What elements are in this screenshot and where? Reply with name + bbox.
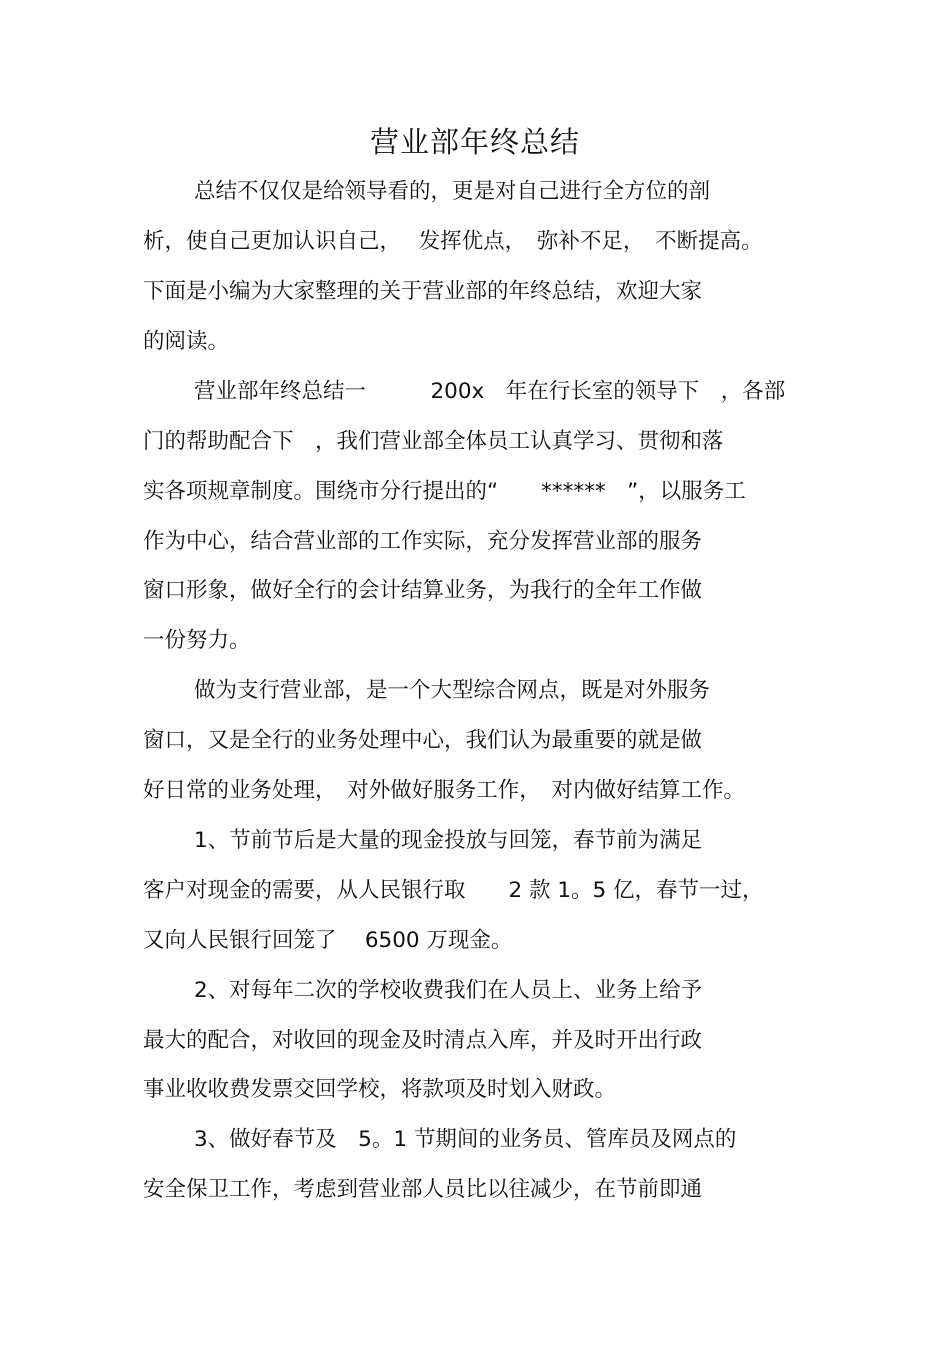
paragraph-line: 2、对每年二次的学校收费我们在人员上、业务上给予 [194,978,703,1003]
paragraph-line: 作为中心，结合营业部的工作实际，充分发挥营业部的服务 [143,529,703,554]
paragraph-line: 下面是小编为大家整理的关于营业部的年终总结，欢迎大家 [143,279,703,304]
paragraph-line: 析，使自己更加认识自己， 发挥优点， 弥补不足， 不断提高。 [143,229,763,254]
paragraph-line: 做为支行营业部，是一个大型综合网点，既是对外服务 [194,678,711,703]
paragraph-line: 的阅读。 [143,329,230,354]
document-title: 营业部年终总结 [369,125,580,159]
paragraph-line: 营业部年终总结一 200x 年在行长室的领导下 ，各部 [194,379,786,404]
paragraph-line: 一份努力。 [143,628,251,653]
paragraph-line: 窗口，又是全行的业务处理中心，我们认为最重要的就是做 [143,728,703,753]
paragraph-line: 好日常的业务处理， 对外做好服务工作， 对内做好结算工作。 [143,778,746,803]
paragraph-line: 事业收收费发票交回学校，将款项及时划入财政。 [143,1077,617,1102]
paragraph-line: 门的帮助配合下 ，我们营业部全体员工认真学习、贯彻和落 [143,429,724,454]
paragraph-line: 最大的配合，对收回的现金及时清点入库，并及时开出行政 [143,1028,703,1053]
paragraph-line: 安全保卫工作，考虑到营业部人员比以往减少，在节前即通 [143,1177,703,1202]
paragraph-line: 3、做好春节及 5。1 节期间的业务员、管库员及网点的 [194,1127,737,1152]
paragraph-line: 窗口形象，做好全行的会计结算业务，为我行的全年工作做 [143,578,703,603]
paragraph-line: 1、节前节后是大量的现金投放与回笼，春节前为满足 [194,828,703,853]
paragraph-line: 实各项规章制度。围绕市分行提出的“ ****** ”，以服务工 [143,479,746,504]
paragraph-line: 又向人民银行回笼了 6500 万现金。 [143,928,513,953]
paragraph-line: 总结不仅仅是给领导看的，更是对自己进行全方位的剖 [194,179,711,204]
paragraph-line: 客户对现金的需要，从人民银行取 2 款 1。5 亿，春节一过， [143,878,764,903]
